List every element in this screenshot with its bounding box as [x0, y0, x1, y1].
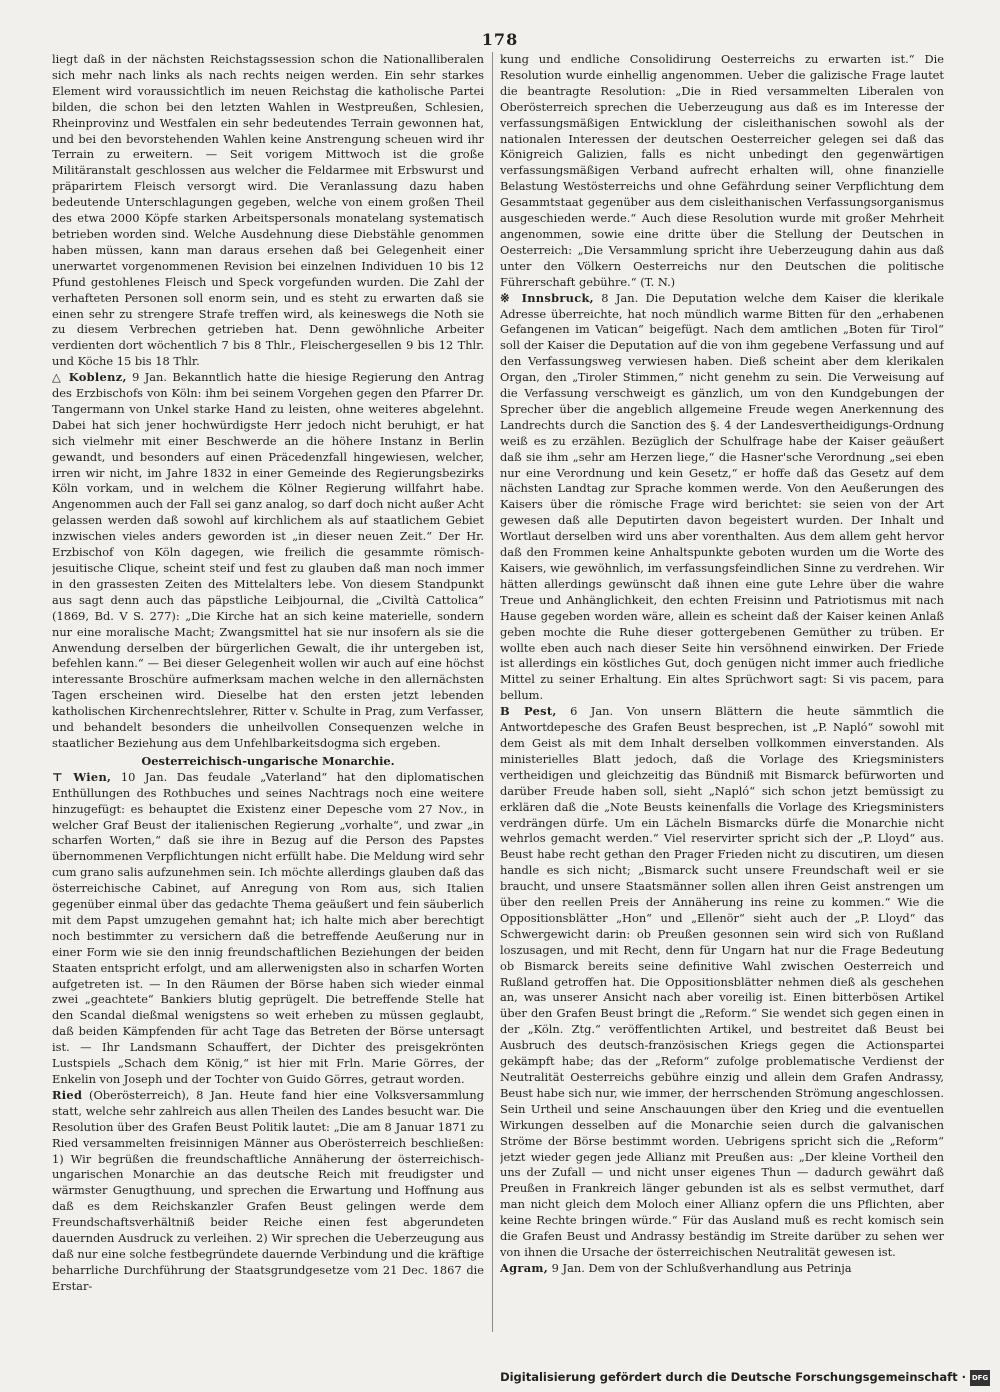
- article-paragraph: [52, 770, 484, 1088]
- footer: [0, 1366, 1000, 1392]
- article-text: liegt daß in der nächsten Reichstagssession schon die Nationalliberalen sich mehr nach links als nach rechts neigen werden. Ein sehr starkes Element wird voraussichtlich im neuen Reichstag die katholische Partei bilden, die schon bei den letzten Wahlen in Westpreußen, Schlesien, Rheinprovinz und Westfalen ein sehr bedeutendes Terrain gewonnen hat, und bei den bevorstehenden Wahlen keine Anstrengung scheuen wird ihr Terrain zu erweitern. — Seit vorigem Mittwoch ist die große Militäranstalt geschlossen aus welcher die Feldarmee mit Erbswurst und präparirtem Fleisch versorgt wird. Die Veranlassung dazu haben bedeutende Unterschlagungen gegeben, welche von einem großen Theil des etwa 2000 Köpfe starken Arbeitspersonals monatelang systematisch betrieben worden sind. Welche Ausdehnung diese Diebstähle genommen haben müssen, kann man daraus ersehen daß bei Gelegenheit einer unerwartet vorgenommenen Revision bei einzelnen Individuen 10 bis 12 Pfund gestohlenes Fleisch und Speck vorgefunden wurden. Die Zahl der verhafteten Personen soll enorm sein, und es steht zu erwarten daß sie einen sehr zu strengere Strafe treffen wird, als keineswegs die Noth sie zu diesem Verbrechen getrieben hat. Denn gewöhnliche Arbeiter verdienten dort wöchentlich 7 bis 8 Thlr., Fleischergesellen 9 bis 12 Thlr. und Köche 15 bis 18 Thlr.: [52, 52, 484, 369]
- article-paragraph: [500, 52, 944, 291]
- article-paragraph: [500, 291, 944, 705]
- article-paragraph: [500, 1261, 944, 1277]
- dateline: Ried: [52, 1087, 83, 1102]
- article-paragraph: [52, 52, 484, 370]
- article-text: 6 Jan. Von unsern Blättern die heute sämmtlich die Antwortdepesche des Grafen Beust besprechen, ist „P. Napló“ sowohl mit dem Geist als mit dem Inhalt derselben vollkommen einverstanden. Als ministerielles Blatt jedoch, daß die Vorlage des Kriegsministers vertheidigen und gleichzeitig das Bündniß mit Bismarck befürworten und darüber Freude haben soll, sieht „Napló“ sich schon jetzt bemüssigt zu erklären daß die „Note Beusts keinenfalls die Vorlage des Kriegsministers verdrängen dürfe. Um ein Lächeln Bismarcks dürfe die Monarchie nicht wehrlos gemacht werden.“ Viel reservirter spricht sich der „P. Lloyd“ aus. Beust habe recht gethan den Prager Frieden nicht zu discutiren, um diesen handle es sich nicht; „Bismarck sucht unsere Freundschaft weil er sie braucht, und unsere Staatsmänner sollen allen ihren Geist anstrengen um über den reellen Preis der Annäherung ins reine zu kommen.“ Wie die Oppositionsblätter „Hon“ und „Ellenör“ sieht auch der „P. Lloyd“ das Schwergewicht darin: ob Preußen gesonnen sein wird sich von Rußland loszusagen, und mit Recht, denn für Ungarn hat nur die Frage Bedeutung ob Bismarck bereits seine definitive Wahl zwischen Oesterreich und Rußland getroffen hat. Die Oppositionsblätter nehmen dieß als geschehen an, was unserer Ansicht nach aber voreilig ist. Einen bitterbösen Artikel über den Grafen Beust bringt die „Reform.“ Sie wendet sich gegen einen in der „Köln. Ztg.“ veröffentlichten Artikel, und bestreitet daß Beust bei Ausbruch des deutsch-französischen Kriegs gegen die Actionspartei gekämpft habe; das der „Reform“ zufolge problematische Verdienst der Neutralität Oesterreichs gebühre einzig und allein dem Grafen Andrassy, Beust habe sich nur, wie immer, der herrschenden Strömung angeschlossen. Sein Urtheil und seine Anschauungen über den Krieg und die eventuellen Wirkungen desselben auf die Monarchie seien durch die galvanischen Ströme der Börse bestimmt worden. Uebrigens spricht sich die „Reform“ jetzt wieder gegen jede Allianz mit Preußen aus: „Der kleine Vortheil den uns der Zufall — und nicht unser eigenes Thun — dadurch gewährt daß Preußen in Frankreich länger gebunden ist als es selbst vermuthet, darf man nicht gleich dem Moloch einer Allianz opfern die uns Pflichten, aber keine Rechte bringen würde.“ Für das Ausland muß es recht komisch sein die Grafen Beust und Andrassy beständig im Streite darüber zu sehen wer von ihnen die Ursache der österreichischen Neutralität gewesen ist.: [500, 704, 944, 1259]
- article-text: 9 Jan. Dem von der Schlußverhandlung aus Petrinja: [548, 1260, 852, 1275]
- dateline: △ Koblenz,: [52, 370, 127, 385]
- article-paragraph: [52, 370, 484, 752]
- article-paragraph: [500, 704, 944, 1261]
- article-text: 10 Jan. Das feudale „Vaterland“ hat den diplomatischen Enthüllungen des Rothbuches und seines Nachtrags noch eine weitere hinzugefügt: es behauptet die Existenz einer Depesche vom 27 Nov., in welcher Graf Beust der italienischen Regierung „vorhalte“, und zwar „in scharfen Worten,“ daß sie ihre in Bezug auf die Person des Papstes übernommenen Verpflichtungen nicht erfüllt habe. Die Meldung wird sehr cum grano salis aufzunehmen sein. Ich möchte allerdings glauben daß das österreichische Cabinet, auf Anregung von Rom aus, sich Italien gegenüber einmal über das gedachte Thema geäußert und fein säuberlich mit dem Papst umzugehen gemahnt hat; ich halte mich aber berechtigt noch bestimmter zu versichern daß die betreffende Aeußerung nur in einer Form wie sie den innig freundschaftlichen Beziehungen der beiden Staaten entspricht erfolgt, und am allerwenigsten also in scharfen Worten aufgetreten ist. — In den Räumen der Börse haben sich wieder einmal zwei „geachtete“ Bankiers blutig geprügelt. Die betreffende Stelle hat den Scandal dießmal wenigstens so weit erheben zu müssen geglaubt, daß beiden Kämpfenden für acht Tage das Betreten der Börse untersagt ist. — Ihr Landsmann Schauffert, der Dichter des preisgekrönten Lustspiels „Schach dem König,“ ist hier mit Frln. Marie Görres, der Enkelin von Joseph und der Tochter von Guido Görres, getraut worden.: [52, 769, 484, 1086]
- right-column: [500, 52, 944, 1342]
- page-number: 178: [481, 30, 519, 49]
- dateline: ※ Innsbruck,: [500, 290, 594, 305]
- article-paragraph: [52, 1088, 484, 1295]
- article-text: (Oberösterreich), 8 Jan. Heute fand hier eine Volksversammlung statt, welche sehr zahlreich aus allen Theilen des Landes besucht war. Die Resolution über des Grafen Beust Politik lautet: „Die am 8 Januar 1871 zu Ried versammelten freisinnigen Männer aus Oberösterreich beschließen: 1) Wir begrüßen die freundschaftliche Annäherung der österreichisch-ungarischen Monarchie an das deutsche Reich mit freudigster und wärmster Genugthuung, und sprechen die Erwartung und Hoffnung aus daß es dem Reichskanzler Grafen Beust gelingen werde dem Freundschaftsverhältniß beider Reiche einen fest abgerundeten dauernden Ausdruck zu verleihen. 2) Wir sprechen die Ueberzeugung aus daß nur eine solche festbegründete dauernde Verbindung und die kräftige beharrliche Durchführung der Staatsgrundgesetze vom 21 Dec. 1867 die Erstar-: [52, 1087, 484, 1293]
- article-text: 9 Jan. Bekanntlich hatte die hiesige Regierung den Antrag des Erzbischofs von Köln: ihm bei seinem Vorgehen gegen den Pfarrer Dr. Tangermann von Unkel starke Hand zu leisten, ohne weiteres abgelehnt. Dabei hat sich jener hochwürdigste Herr jedoch nicht beruhigt, er hat sich vielmehr mit einer Beschwerde an die höhere Instanz in Berlin gewandt, und besonders auf einen Präcedenzfall hingewiesen, welcher, irren wir nicht, im Jahre 1832 in einer Gemeinde des Regierungsbezirks Köln vorkam, und in welchem die Kölner Regierung willfahrt habe. Angenommen auch der Fall sei ganz analog, so darf doch nicht außer Acht gelassen werden daß sowohl auf kirchlichem als auf staatlichem Gebiet inzwischen vieles anders geworden ist „in dieser neuen Zeit.“ Der Hr. Erzbischof von Köln dagegen, wie freilich die gesammte römisch-jesuitische Clique, scheint steif und fest zu glauben daß man noch immer in den grassesten Zeiten des Mittelalters lebe. Von diesem Standpunkt aus sagt denn auch das päpstliche Leibjournal, die „Civiltà Cattolica“ (1869, Bd. V S. 277): „Die Kirche hat an sich keine materielle, sondern nur eine moralische Macht; Zwangsmittel hat sie nur insofern als sie die Anwendung derselben der bürgerlichen Gewalt, die ihr untergeben ist, befehlen kann.“ — Bei dieser Gelegenheit wollen wir auch auf eine höchst interessante Broschüre aufmerksam machen welche in den allernächsten Tagen erscheinen wird. Dieselbe hat den ersten jetzt lebenden katholischen Kirchenrechtslehrer, Ritter v. Schulte in Prag, zum Verfasser, und behandelt besonders die unheilvollen Consequenzen welche in staatlicher Beziehung aus dem Unfehlbarkeitsdogma sich ergeben.: [52, 370, 484, 750]
- section-heading: Oesterreichisch-ungarische Monarchie.: [141, 753, 395, 768]
- article-text: 8 Jan. Die Deputation welche dem Kaiser die klerikale Adresse überreichte, hat noch mündlich warme Bitten für den „erhabenen Gefangenen im Vatican“ beigefügt. Nach dem amtlichen „Boten für Tirol“ soll der Kaiser die Deputation auf die von ihm gegebene Verfassung und auf den Verfassungsweg verwiesen haben. Dieß scheint aber dem klerikalen Organ, den „Tiroler Stimmen,“ nicht genehm zu sein. Die Verweisung auf die Verfassung verschweigt es gänzlich, um von den Kundgebungen der Sprecher über die angeblich allgemeine Freude wegen Anerkennung des Landrechts durch die Sanction des §. 4 der Landesvertheidigungs-Ordnung weiß es zu erzählen. Bezüglich der Schulfrage habe der Kaiser geäußert daß sie ihm „sehr am Herzen liege,“ die Hasner'sche Verordnung „sei eben nur eine Verordnung und kein Gesetz,“ er hoffe daß das Gesetz auf dem nächsten Landtag zur Sprache kommen werde. Von den Aeußerungen des Kaisers über die römische Frage wird berichtet: sie seien von der Art gewesen daß alle Deputirten davon begeistert wurden. Der Inhalt und Wortlaut derselben wird uns aber vorenthalten. Aus dem allem geht hervor daß den Frommen keine Anhaltspunkte geboten wurden um die Worte des Kaisers, wie gewöhnlich, im verfassungsfeindlichen Sinne zu verdrehen. Wir hätten allerdings gewünscht daß ihnen eine gute Lehre über die wahre Treue und Anhänglichkeit, den echten Freisinn und Patriotismus mit nach Hause gegeben worden wäre, allein es scheint daß der Kaiser keinen Anlaß geben mochte die Ruhe dieser gottergebenen Gemüther zu trüben. Er wollte eben auch nach dieser Seite hin versöhnend einwirken. Der Friede ist allerdings ein köstliches Gut, doch genügen nicht immer auch friedliche Mittel zu seiner Erhaltung. Ein altes Sprüchwort sagt: Si vis pacem, para bellum.: [500, 290, 944, 703]
- left-column: [52, 52, 484, 1342]
- article-text: kung und endliche Consolidirung Oesterreichs zu erwarten ist.“ Die Resolution wurde einhellig angenommen. Ueber die galizische Frage lautet die beantragte Resolution: „Die in Ried versammelten Liberalen von Oberösterreich sprechen die Ueberzeugung aus daß es im Interesse der verfassungsmäßigen Entwicklung der cisleithanischen sowohl als der nationalen Interessen der deutschen Oesterreicher gelegen sei daß das Königreich Galizien, falls es nicht unbedingt den gegenwärtigen verfassungsmäßigen Verband aufrecht erhalten will, ohne finanzielle Belastung Westösterreichs und ohne Gefährdung seiner Verpflichtung dem Gesammtstaat gegenüber aus dem cisleithanischen Verfassungsorganismus ausgeschieden werde.“ Auch diese Resolution wurde mit großer Mehrheit angenommen, sowie eine dritte über die Stellung der Deutschen in Oesterreich: „Die Versammlung spricht ihre Ueberzeugung dahin aus daß unter den Völkern Oesterreichs nur den Deutschen die politische Führerschaft gebühre.“ (T. N.): [500, 52, 944, 289]
- footer-credit: Digitalisierung gefördert durch die Deutsche Forschungsgemeinschaft ·: [500, 1370, 966, 1384]
- dateline: B Pest,: [500, 704, 557, 719]
- dateline: Agram,: [500, 1260, 549, 1275]
- dfg-logo: DFG: [970, 1370, 990, 1386]
- dateline: ⊤ Wien,: [52, 769, 112, 784]
- column-divider: [492, 52, 493, 1332]
